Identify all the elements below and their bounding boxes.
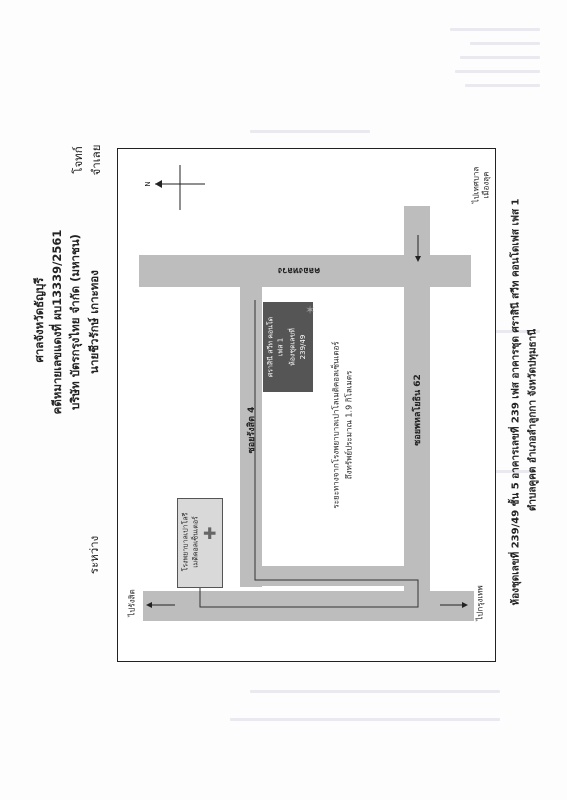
north-indicator: N: [144, 181, 152, 187]
defendant-role: จำเลย: [89, 144, 103, 176]
between-label: ระหว่าง: [87, 535, 101, 575]
court-name: ศาลจังหวัดธัญบุรี: [32, 277, 46, 363]
plaintiff-role: โจทก์: [71, 146, 85, 174]
label-soi-phahon-62: ซอยพหลโยธิน 62: [413, 374, 423, 446]
case-number: คดีหมายเลขแดงที่ ผบ13339/2561: [50, 229, 64, 415]
property-address: ห้องชุดเลขที่ 239/49 ชั้น 5 อาคารเลขที่ 239 เฟส อาคารชุด ศราสินี สวีท คอนโดเฟส เฟส 1: [510, 198, 522, 606]
condo-name: ศราสินี สวีท คอนโด: [266, 316, 275, 378]
condo-phase: เฟส 1: [276, 337, 285, 357]
hospital-cross-icon: ✚: [203, 524, 217, 543]
property-star-icon: ✶: [305, 303, 316, 317]
plaintiff-name: บริษัท บัตรกรุงไทย จำกัด (มหาชน): [68, 234, 82, 410]
label-to-bangkok: ไปกรุงเทพ: [475, 585, 485, 621]
label-khlong-luang: คลองหลวง: [278, 265, 321, 275]
label-soi-rangsit-4: ซอยรังสิต 4: [247, 406, 257, 454]
hospital-name-2: เมดิคอลเซ็นเตอร์: [191, 516, 200, 568]
defendant-name: นายชีวรักษ์ เกาะทอง: [87, 270, 101, 374]
label-to-municipality-2: เมืองลุค: [481, 171, 491, 199]
distance-note-2: ถึงทรัพย์ประมาณ 1.9 กิโลเมตร: [344, 370, 354, 480]
condo-unit-label: ห้องชุดเลขที่: [288, 328, 297, 366]
label-to-rangsit: ไปรังสิต: [127, 589, 137, 617]
condo-unit-number: 239/49: [299, 334, 307, 360]
hospital-name: โรงพยาบาลเปาโลรี: [181, 512, 190, 572]
property-location: ตำบลคูคต อำเภอลำลูกกา จังหวัดปทุมธานี: [527, 328, 539, 512]
distance-note: ระยะทางจากโรงพยาบาลเปาโลเมดิคอลเซ็นเตอร์: [331, 341, 341, 509]
label-to-municipality: ไปเทศบาล: [471, 166, 481, 204]
